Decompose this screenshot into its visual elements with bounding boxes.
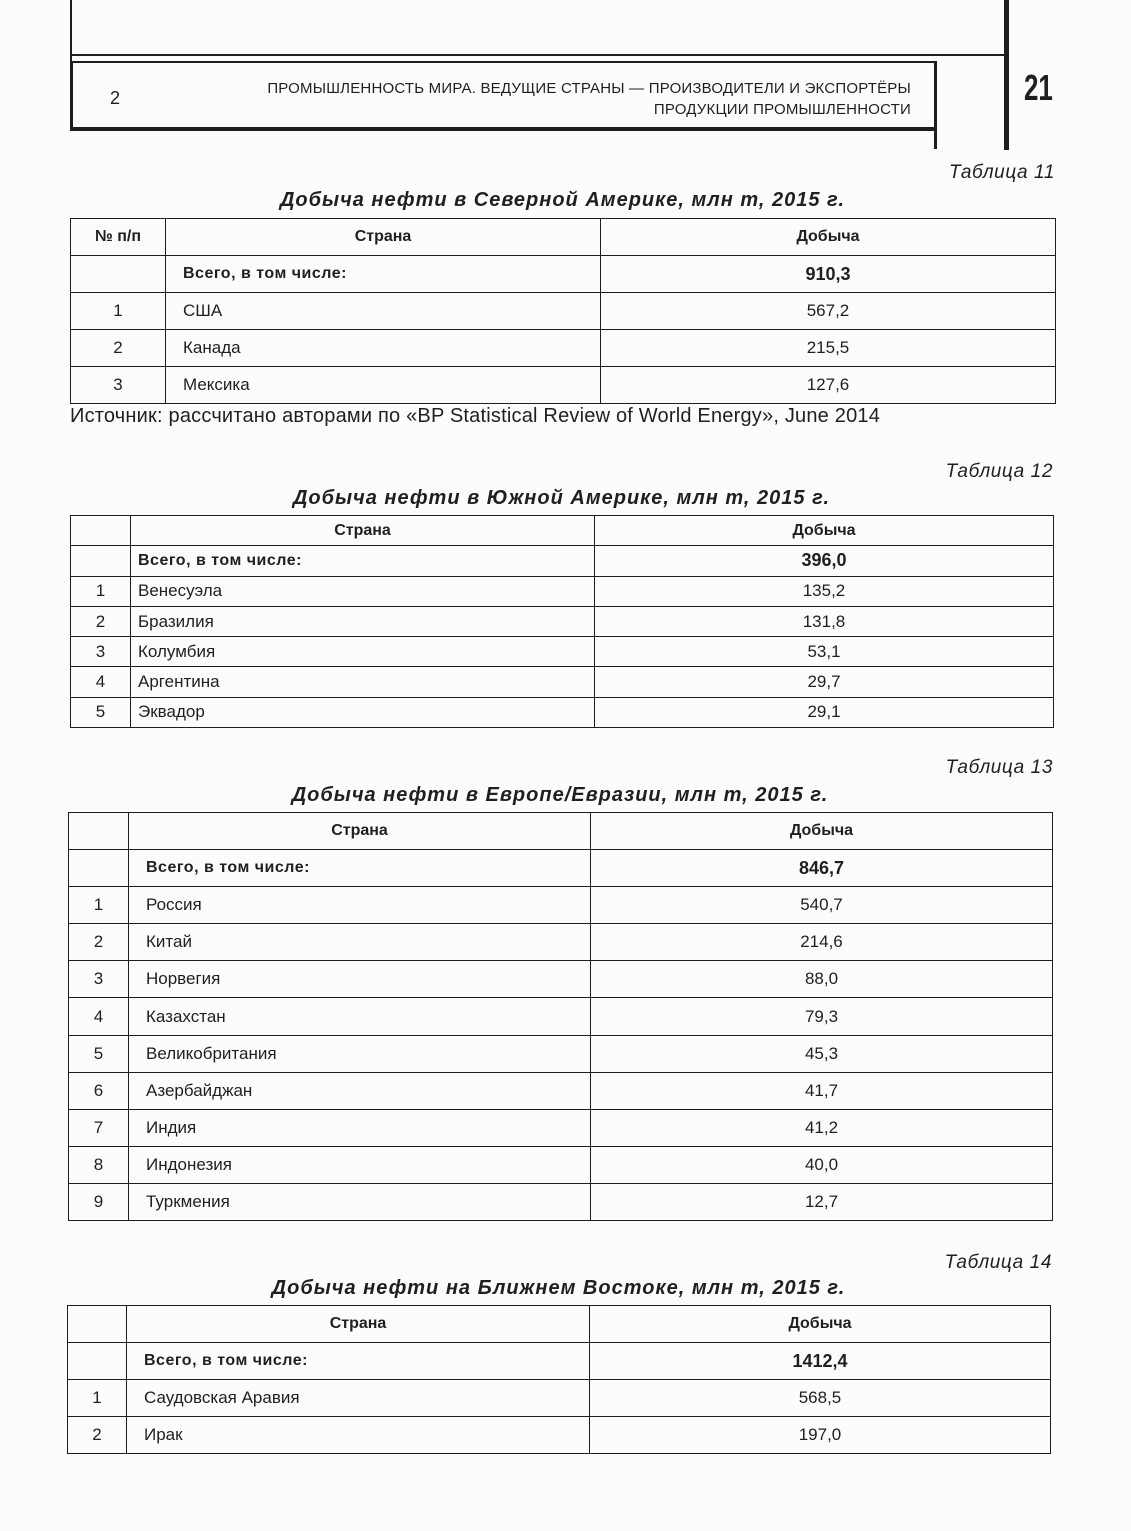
table-header-row xyxy=(69,813,1053,850)
country-name: Туркмения xyxy=(129,1183,591,1220)
row-number: 3 xyxy=(71,637,131,667)
column-header-country: Страна xyxy=(127,1306,590,1343)
table-12 xyxy=(70,515,1054,728)
row-number: 1 xyxy=(68,1380,127,1417)
row-number: 3 xyxy=(69,961,129,998)
row-number: 7 xyxy=(69,1109,129,1146)
column-header-production: Добыча xyxy=(595,516,1054,546)
country-name: Канада xyxy=(166,330,601,367)
production-value: 29,1 xyxy=(595,697,1054,727)
column-header-number: № п/п xyxy=(71,219,166,256)
row-number: 3 xyxy=(71,367,166,404)
country-name: Казахстан xyxy=(129,998,591,1035)
row-number: 5 xyxy=(71,697,131,727)
production-value: 41,2 xyxy=(591,1109,1053,1146)
table-12-title: Добыча нефти в Южной Америке, млн т, 2015 г. xyxy=(292,487,831,509)
table-row xyxy=(71,576,1054,606)
production-value: 45,3 xyxy=(591,1035,1053,1072)
column-header-country: Страна xyxy=(131,516,595,546)
production-value: 79,3 xyxy=(591,998,1053,1035)
table-row xyxy=(71,293,1056,330)
column-header-country: Страна xyxy=(129,813,591,850)
country-name: Россия xyxy=(129,887,591,924)
country-name: Норвегия xyxy=(129,961,591,998)
row-number: 1 xyxy=(71,293,166,330)
row-number: 2 xyxy=(71,606,131,636)
production-value: 131,8 xyxy=(595,606,1054,636)
country-name: Азербайджан xyxy=(129,1072,591,1109)
total-value: 396,0 xyxy=(595,546,1054,576)
country-name: Эквадор xyxy=(131,697,595,727)
row-number: 2 xyxy=(71,330,166,367)
country-name: Бразилия xyxy=(131,606,595,636)
table-header-row xyxy=(71,516,1054,546)
total-number-cell xyxy=(71,256,166,293)
total-value: 910,3 xyxy=(601,256,1056,293)
row-number: 5 xyxy=(69,1035,129,1072)
table-row xyxy=(71,667,1054,697)
total-value: 846,7 xyxy=(591,850,1053,887)
column-header-number xyxy=(71,516,131,546)
production-value: 127,6 xyxy=(601,367,1056,404)
column-header-number xyxy=(68,1306,127,1343)
country-name: Индонезия xyxy=(129,1146,591,1183)
total-number-cell xyxy=(68,1343,127,1380)
table-header-row xyxy=(68,1306,1051,1343)
table-row xyxy=(69,924,1053,961)
table-row xyxy=(71,330,1056,367)
total-label: Всего, в том числе: xyxy=(166,256,601,293)
table-row xyxy=(71,367,1056,404)
column-header-production: Добыча xyxy=(591,813,1053,850)
production-value: 29,7 xyxy=(595,667,1054,697)
table-row xyxy=(69,1072,1053,1109)
table-12-caption: Таблица 12 xyxy=(945,461,1053,482)
frame-line-top xyxy=(70,54,1008,56)
country-name: Венесуэла xyxy=(131,576,595,606)
production-value: 40,0 xyxy=(591,1146,1053,1183)
table-14 xyxy=(67,1305,1051,1454)
source-note: Источник: рассчитано авторами по «BP Statistical Review of World Energy», June 2014 xyxy=(70,405,881,427)
table-13-title: Добыча нефти в Европе/Евразии, млн т, 2015 г. xyxy=(291,784,829,806)
table-11 xyxy=(70,218,1056,404)
table-row xyxy=(69,998,1053,1035)
production-value: 568,5 xyxy=(590,1380,1051,1417)
column-header-production: Добыча xyxy=(601,219,1056,256)
row-number: 6 xyxy=(69,1072,129,1109)
total-value: 1412,4 xyxy=(590,1343,1051,1380)
table-row xyxy=(71,637,1054,667)
table-row xyxy=(69,1183,1053,1220)
production-value: 215,5 xyxy=(601,330,1056,367)
production-value: 53,1 xyxy=(595,637,1054,667)
country-name: Ирак xyxy=(127,1417,590,1454)
total-number-cell xyxy=(69,850,129,887)
page-number: 21 xyxy=(1024,67,1053,108)
row-number: 2 xyxy=(69,924,129,961)
column-header-number xyxy=(69,813,129,850)
country-name: Китай xyxy=(129,924,591,961)
table-11-caption: Таблица 11 xyxy=(949,162,1055,183)
production-value: 88,0 xyxy=(591,961,1053,998)
table-row xyxy=(69,961,1053,998)
row-number: 4 xyxy=(69,998,129,1035)
table-13-caption: Таблица 13 xyxy=(945,757,1053,778)
column-header-country: Страна xyxy=(166,219,601,256)
table-total-row xyxy=(71,546,1054,576)
table-total-row xyxy=(69,850,1053,887)
frame-line-left xyxy=(70,0,72,62)
total-number-cell xyxy=(71,546,131,576)
country-name: Саудовская Аравия xyxy=(127,1380,590,1417)
country-name: Индия xyxy=(129,1109,591,1146)
section-number: 2 xyxy=(110,88,121,108)
table-row xyxy=(69,1035,1053,1072)
total-label: Всего, в том числе: xyxy=(131,546,595,576)
running-title-line-1: ПРОМЫШЛЕННОСТЬ МИРА. ВЕДУЩИЕ СТРАНЫ — ПРОИЗВОДИТЕЛИ И ЭКСПОРТЁРЫ xyxy=(267,80,911,97)
production-value: 197,0 xyxy=(590,1417,1051,1454)
country-name: Колумбия xyxy=(131,637,595,667)
column-header-production: Добыча xyxy=(590,1306,1051,1343)
total-label: Всего, в том числе: xyxy=(127,1343,590,1380)
table-14-title: Добыча нефти на Ближнем Востоке, млн т, 2015 г. xyxy=(271,1277,846,1299)
production-value: 540,7 xyxy=(591,887,1053,924)
table-14-caption: Таблица 14 xyxy=(944,1252,1052,1273)
table-row xyxy=(69,1146,1053,1183)
production-value: 41,7 xyxy=(591,1072,1053,1109)
table-total-row xyxy=(68,1343,1051,1380)
running-title-line-2: ПРОДУКЦИИ ПРОМЫШЛЕННОСТИ xyxy=(653,101,911,118)
row-number: 9 xyxy=(69,1183,129,1220)
production-value: 135,2 xyxy=(595,576,1054,606)
table-row xyxy=(71,606,1054,636)
table-row xyxy=(69,1109,1053,1146)
production-value: 12,7 xyxy=(591,1183,1053,1220)
row-number: 1 xyxy=(71,576,131,606)
row-number: 8 xyxy=(69,1146,129,1183)
production-value: 214,6 xyxy=(591,924,1053,961)
table-row xyxy=(68,1380,1051,1417)
table-row xyxy=(69,887,1053,924)
table-total-row xyxy=(71,256,1056,293)
row-number: 2 xyxy=(68,1417,127,1454)
table-11-title: Добыча нефти в Северной Америке, млн т, 2015 г. xyxy=(279,189,846,211)
table-13 xyxy=(68,812,1053,1221)
frame-line-right xyxy=(1004,0,1009,150)
table-header-row xyxy=(71,219,1056,256)
table-row xyxy=(68,1417,1051,1454)
total-label: Всего, в том числе: xyxy=(129,850,591,887)
row-number: 1 xyxy=(69,887,129,924)
production-value: 567,2 xyxy=(601,293,1056,330)
country-name: США xyxy=(166,293,601,330)
country-name: Великобритания xyxy=(129,1035,591,1072)
country-name: Аргентина xyxy=(131,667,595,697)
table-row xyxy=(71,697,1054,727)
row-number: 4 xyxy=(71,667,131,697)
country-name: Мексика xyxy=(166,367,601,404)
